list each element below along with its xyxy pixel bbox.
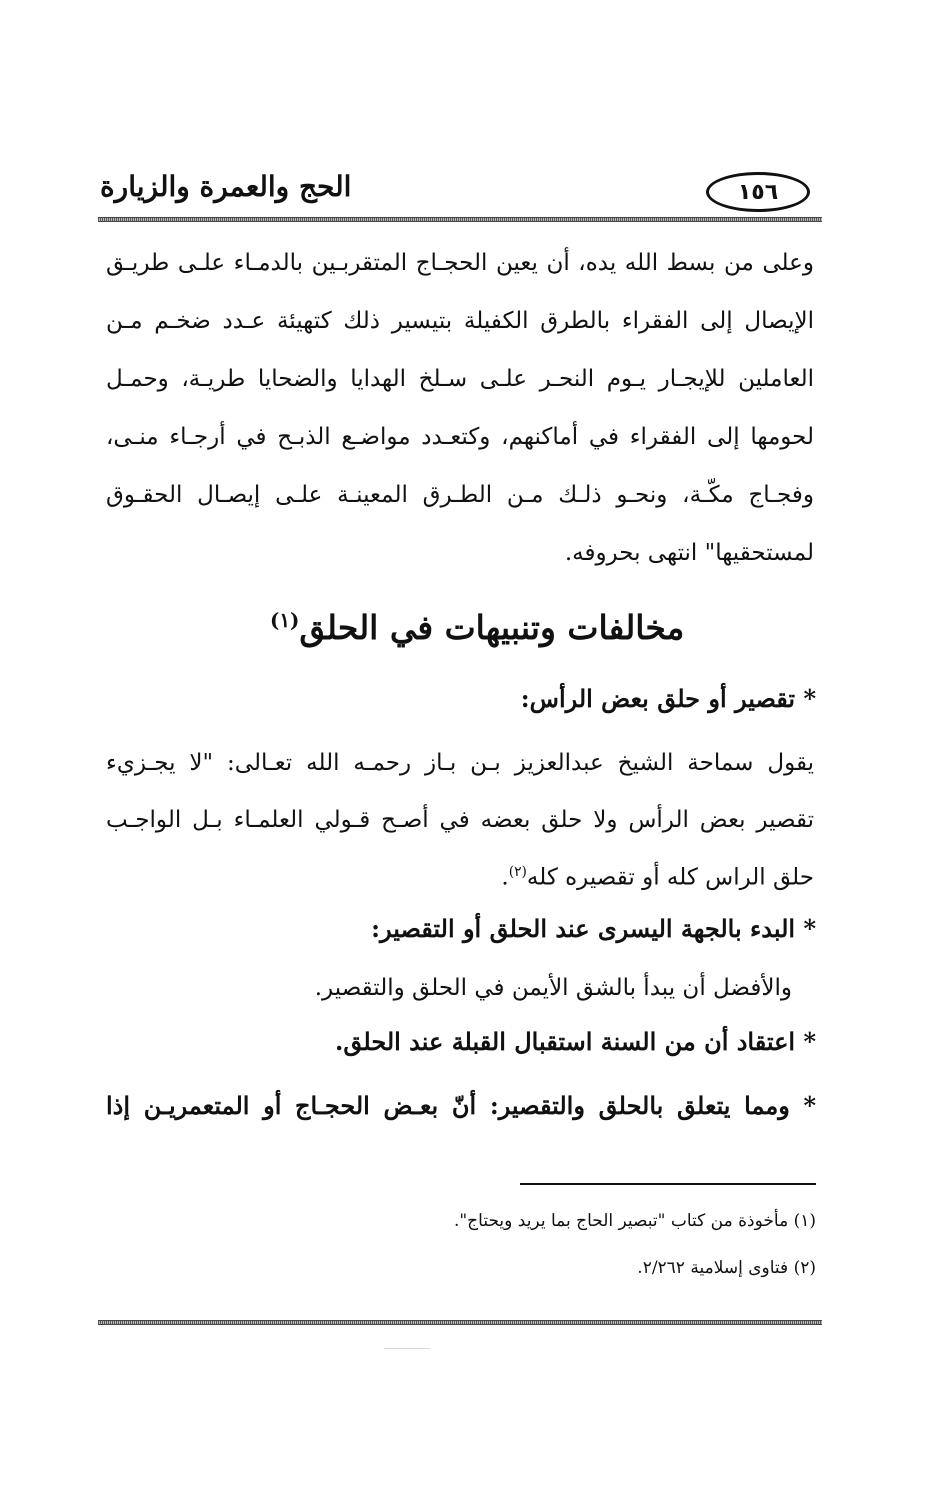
scan-mark [384,1348,430,1349]
footnote-ref-2: (٢) [508,864,527,880]
paragraph-1 [106,252,814,565]
page-number [706,172,810,212]
footnote-2: (٢) فتاوى إسلامية ٢/٢٦٢. [637,1258,816,1278]
section-2-body [106,977,814,1000]
footnote-1: (١) مأخوذة من كتاب "تبصير الحاج بما يريد ويحتاج". [453,1211,816,1231]
section-heading-text: مخالفات وتنبيهات في الحلق [299,608,685,647]
subheading-3: * اعتقاد أن من السنة استقبال القبلة عند الحلق. [335,1027,816,1056]
section-1-body [106,752,814,889]
text-line: يقول سماحة الشيخ عبدالعزيز بـن بـاز رحمـه الله تعـالى: "لا يجـزيء [106,750,814,776]
text-line: والأفضل أن يبدأ بالشق الأيمن في الحلق والتقصير. [314,975,792,1001]
text-line: العاملين للإيجـار يـوم النحـر علـى سـلخ الهدايا والضحايا طريـة، وحمـل [106,366,814,392]
text-line: وفجـاج مكّـة، ونحـو ذلـك مـن الطـرق المعينـة علـى إيصـال الحقـوق [106,482,814,508]
footnote-rule [520,1183,816,1185]
text-line: تقصير بعض الرأس ولا حلق بعضه في أصـح قـولي العلمـاء بـل الواجـب [106,807,814,833]
running-title: الحج والعمرة والزيارة [100,170,352,203]
text-line: لحومها إلى الفقراء في أماكنهم، وكتعـدد مواضـع الذبـح في أرجـاء منـى، [106,424,814,450]
text-fragment: حلق الراس كله أو تقصيره كله [526,864,814,891]
text-line: وعلى من بسط الله يده، أن يعين الحجـاج المتقربـين بالدمـاء علـى طريـق [106,250,814,276]
subheading-2: * البدء بالجهة اليسرى عند الحلق أو التقصير: [371,914,816,943]
section-heading [270,608,684,647]
text-line: لمستحقيها" انتهى بحروفه. [564,540,814,566]
subheading-1: * تقصير أو حلق بعض الرأس: [520,684,816,713]
subheading-4: * ومما يتعلق بالحلق والتقصير: أنّ بعـض الحجـاج أو المتعمريـن إذا [106,1091,817,1120]
text-fragment: . [501,864,509,891]
page-number-text: ١٥٦ [737,179,779,205]
text-line: الإيصال إلى الفقراء بالطرق الكفيلة بتيسير ذلك كتهيئة عـدد ضخـم مـن [106,308,814,334]
footer-rule [98,1320,822,1325]
header-rule [98,217,822,222]
footnote-ref-1: (١) [270,608,300,632]
text-line [106,866,814,889]
